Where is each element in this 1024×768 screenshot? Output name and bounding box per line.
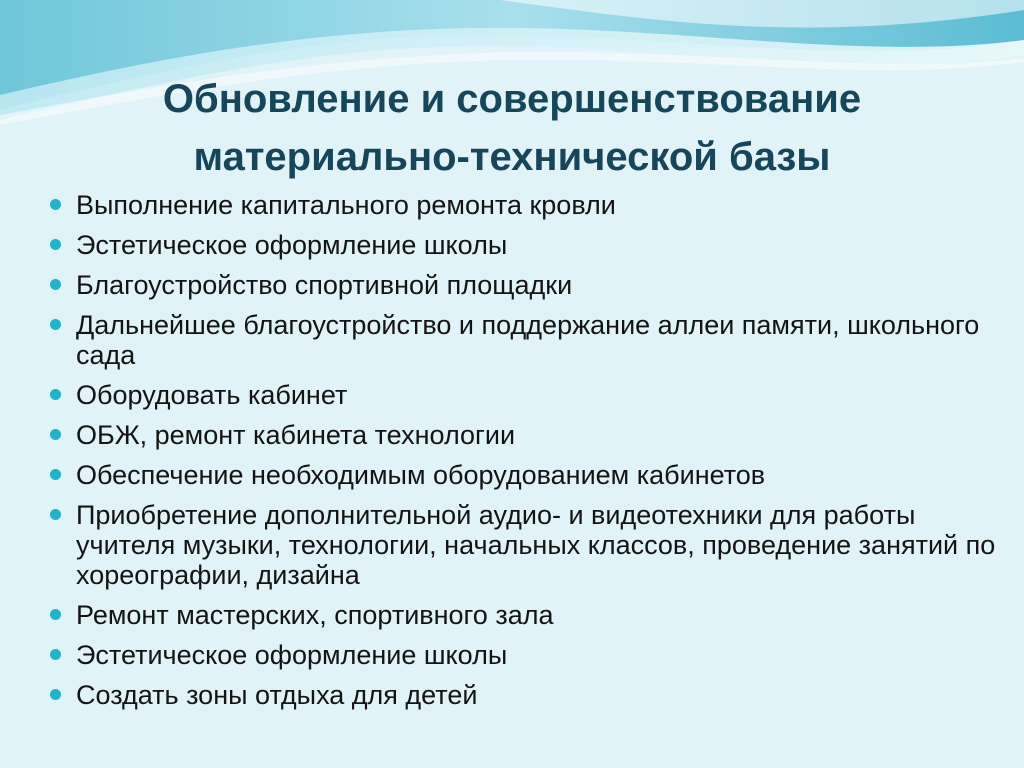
list-item-text: Эстетическое оформление школы: [76, 230, 508, 260]
title-line-2: материально-технической базы: [193, 135, 831, 179]
list-item: [48, 310, 998, 370]
slide-title: [40, 70, 984, 186]
list-item-text: Выполнение капитального ремонта кровли: [76, 190, 616, 220]
bullet-dot-icon: [50, 239, 61, 250]
list-item-text: Эстетическое оформление школы: [76, 640, 508, 670]
bullet-dot-icon: [50, 279, 61, 290]
bullet-dot-icon: [50, 199, 61, 210]
title-line-1: Обновление и совершенствование: [162, 77, 862, 121]
list-item: [48, 680, 998, 710]
bullet-dot-icon: [50, 319, 61, 330]
list-item-text: Приобретение дополнительной аудио- и видеотехники для работы учителя музыки, технологии, начальных классов, проведение занятий по хореографии, дизайна: [76, 500, 996, 590]
list-item: [48, 190, 998, 220]
bullet-dot-icon: [50, 689, 61, 700]
bullet-list: [48, 190, 998, 720]
bullet-dot-icon: [50, 509, 61, 520]
list-item: [48, 500, 998, 590]
list-item-text: Оборудовать кабинет: [76, 380, 348, 410]
list-item: [48, 640, 998, 670]
list-item: [48, 600, 998, 630]
list-item: [48, 460, 998, 490]
bullet-dot-icon: [50, 649, 61, 660]
list-item-text: ОБЖ, ремонт кабинета технологии: [76, 420, 516, 450]
bullet-dot-icon: [50, 609, 61, 620]
bullet-dot-icon: [50, 389, 61, 400]
bullet-dot-icon: [50, 469, 61, 480]
list-item-text: Благоустройство спортивной площадки: [76, 270, 573, 300]
list-item-text: Создать зоны отдыха для детей: [76, 680, 478, 710]
list-item-text: Ремонт мастерских, спортивного зала: [76, 600, 554, 630]
list-item: [48, 420, 998, 450]
list-item: [48, 270, 998, 300]
bullet-dot-icon: [50, 429, 61, 440]
list-item: [48, 230, 998, 260]
list-item-text: Дальнейшее благоустройство и поддержание аллеи памяти, школьного сада: [76, 310, 980, 370]
list-item: [48, 380, 998, 410]
list-item-text: Обеспечение необходимым оборудованием кабинетов: [76, 460, 766, 490]
